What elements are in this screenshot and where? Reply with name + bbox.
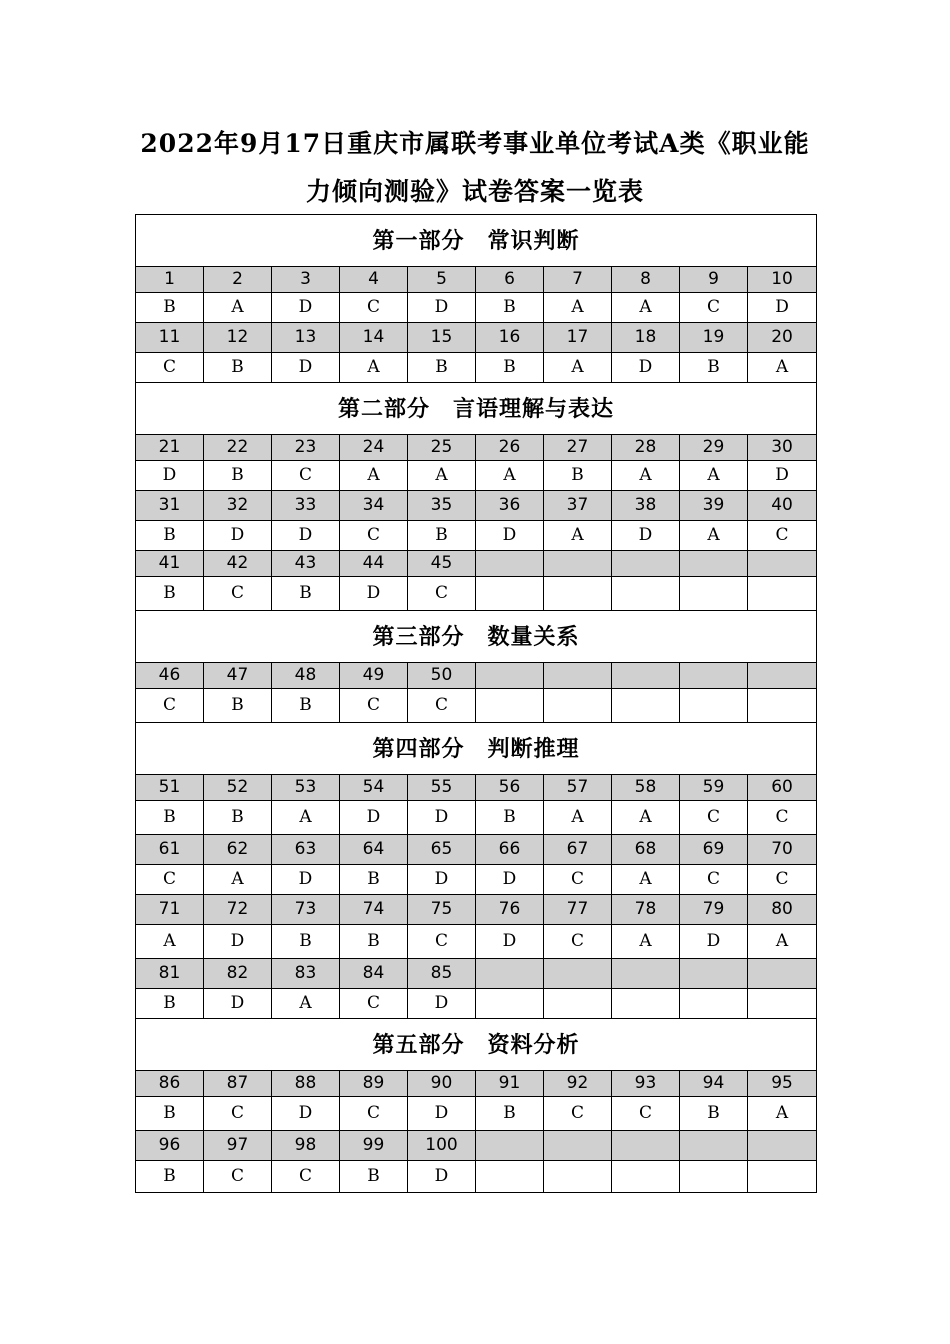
question-number-cell: 8: [612, 267, 680, 293]
answer-row: [136, 1097, 817, 1131]
question-number-cell: 12: [204, 323, 272, 353]
question-number-cell: 23: [272, 435, 340, 461]
question-number-cell: 50: [408, 663, 476, 689]
answer-cell: B: [680, 1097, 748, 1131]
answer-cell: [476, 989, 544, 1019]
question-number-cell: 31: [136, 491, 204, 521]
answer-cell: B: [204, 353, 272, 383]
answer-row: [136, 293, 817, 323]
question-number-cell: 39: [680, 491, 748, 521]
answer-cell: C: [204, 577, 272, 611]
question-number-cell: [680, 551, 748, 577]
answer-cell: C: [340, 689, 408, 723]
answer-cell: C: [408, 925, 476, 959]
answer-cell: A: [612, 925, 680, 959]
question-number-cell: 68: [612, 835, 680, 865]
answer-cell: [476, 577, 544, 611]
answer-cell: C: [680, 801, 748, 835]
answer-cell: A: [612, 865, 680, 895]
section-heading: 第二部分 言语理解与表达: [136, 383, 817, 435]
question-number-cell: [748, 551, 817, 577]
answer-cell: [748, 689, 817, 723]
question-number-cell: 32: [204, 491, 272, 521]
answer-cell: A: [612, 293, 680, 323]
question-number-cell: 15: [408, 323, 476, 353]
question-number-cell: 49: [340, 663, 408, 689]
answer-cell: B: [136, 521, 204, 551]
answer-cell: [612, 1161, 680, 1193]
question-number-cell: 64: [340, 835, 408, 865]
question-number-cell: 20: [748, 323, 817, 353]
page-title-line-2: 力倾向测验》试卷答案一览表: [305, 177, 644, 206]
answer-row: [136, 989, 817, 1019]
answer-cell: A: [408, 461, 476, 491]
question-number-cell: 2: [204, 267, 272, 293]
answer-cell: A: [272, 801, 340, 835]
question-number-cell: [680, 663, 748, 689]
question-number-cell: 75: [408, 895, 476, 925]
answer-cell: C: [544, 865, 612, 895]
question-number-cell: 54: [340, 775, 408, 801]
answer-row: [136, 577, 817, 611]
answer-cell: D: [204, 925, 272, 959]
question-number-cell: 76: [476, 895, 544, 925]
section-heading: 第三部分 数量关系: [136, 611, 817, 663]
answer-cell: D: [136, 461, 204, 491]
question-number-cell: [612, 959, 680, 989]
question-number-cell: 40: [748, 491, 817, 521]
answer-cell: A: [748, 925, 817, 959]
question-number-cell: [748, 663, 817, 689]
answer-cell: [544, 577, 612, 611]
answer-cell: A: [544, 353, 612, 383]
question-number-cell: 69: [680, 835, 748, 865]
question-number-row: [136, 663, 817, 689]
answer-cell: A: [340, 353, 408, 383]
answer-cell: C: [272, 1161, 340, 1193]
question-number-cell: 73: [272, 895, 340, 925]
answer-cell: D: [204, 989, 272, 1019]
answer-cell: A: [544, 801, 612, 835]
question-number-cell: 5: [408, 267, 476, 293]
question-number-cell: 9: [680, 267, 748, 293]
answer-cell: C: [748, 521, 817, 551]
answer-cell: A: [544, 521, 612, 551]
question-number-cell: 41: [136, 551, 204, 577]
answer-cell: B: [680, 353, 748, 383]
answer-row: [136, 521, 817, 551]
answer-row: [136, 353, 817, 383]
answer-cell: B: [272, 689, 340, 723]
answer-cell: A: [136, 925, 204, 959]
question-number-cell: [476, 1131, 544, 1161]
answer-cell: C: [340, 521, 408, 551]
question-number-row: [136, 551, 817, 577]
answer-cell: B: [476, 1097, 544, 1131]
answer-cell: [680, 989, 748, 1019]
question-number-cell: 29: [680, 435, 748, 461]
question-number-cell: 7: [544, 267, 612, 293]
question-number-cell: 59: [680, 775, 748, 801]
question-number-cell: 74: [340, 895, 408, 925]
answer-cell: D: [748, 461, 817, 491]
question-number-cell: 65: [408, 835, 476, 865]
question-number-cell: 51: [136, 775, 204, 801]
answer-cell: D: [272, 293, 340, 323]
page-title-line-1: 2022年9月17日重庆市属联考事业单位考试A类《职业能: [140, 129, 810, 158]
answer-cell: B: [544, 461, 612, 491]
answer-cell: B: [204, 689, 272, 723]
question-number-cell: 85: [408, 959, 476, 989]
answer-cell: C: [272, 461, 340, 491]
answer-table: [135, 214, 817, 1193]
answer-cell: [612, 689, 680, 723]
question-number-cell: 79: [680, 895, 748, 925]
question-number-cell: 71: [136, 895, 204, 925]
section-heading: 第五部分 资料分析: [136, 1019, 817, 1071]
question-number-cell: 80: [748, 895, 817, 925]
question-number-cell: [476, 551, 544, 577]
answer-cell: D: [408, 1097, 476, 1131]
answer-cell: D: [680, 925, 748, 959]
question-number-cell: 98: [272, 1131, 340, 1161]
answer-cell: C: [204, 1161, 272, 1193]
section-heading: 第四部分 判断推理: [136, 723, 817, 775]
question-number-cell: 57: [544, 775, 612, 801]
answer-cell: C: [340, 1097, 408, 1131]
question-number-cell: 46: [136, 663, 204, 689]
answer-cell: B: [204, 801, 272, 835]
answer-cell: A: [476, 461, 544, 491]
answer-cell: A: [340, 461, 408, 491]
answer-cell: D: [476, 521, 544, 551]
answer-row: [136, 925, 817, 959]
question-number-cell: [476, 663, 544, 689]
question-number-cell: 25: [408, 435, 476, 461]
question-number-cell: 86: [136, 1071, 204, 1097]
question-number-cell: 52: [204, 775, 272, 801]
question-number-cell: 30: [748, 435, 817, 461]
question-number-cell: 83: [272, 959, 340, 989]
answer-row: [136, 801, 817, 835]
question-number-cell: 10: [748, 267, 817, 293]
question-number-cell: 22: [204, 435, 272, 461]
question-number-cell: [680, 959, 748, 989]
question-number-row: [136, 267, 817, 293]
question-number-cell: 70: [748, 835, 817, 865]
answer-cell: D: [612, 521, 680, 551]
question-number-cell: 47: [204, 663, 272, 689]
question-number-cell: [612, 1131, 680, 1161]
question-number-row: [136, 959, 817, 989]
answer-cell: D: [272, 521, 340, 551]
question-number-cell: 81: [136, 959, 204, 989]
answer-cell: C: [136, 689, 204, 723]
answer-table-body: [136, 215, 817, 1193]
answer-cell: [612, 989, 680, 1019]
question-number-cell: 26: [476, 435, 544, 461]
question-number-cell: [544, 551, 612, 577]
answer-cell: B: [340, 865, 408, 895]
answer-cell: A: [680, 521, 748, 551]
question-number-cell: 45: [408, 551, 476, 577]
question-number-row: [136, 775, 817, 801]
question-number-cell: 1: [136, 267, 204, 293]
answer-cell: C: [612, 1097, 680, 1131]
section-heading-row: [136, 383, 817, 435]
answer-cell: A: [544, 293, 612, 323]
answer-cell: [612, 577, 680, 611]
answer-cell: A: [748, 353, 817, 383]
answer-cell: B: [272, 925, 340, 959]
answer-cell: [748, 1161, 817, 1193]
answer-cell: [544, 989, 612, 1019]
answer-cell: D: [748, 293, 817, 323]
answer-cell: D: [476, 925, 544, 959]
answer-cell: B: [272, 577, 340, 611]
question-number-cell: 11: [136, 323, 204, 353]
question-number-cell: 19: [680, 323, 748, 353]
question-number-cell: [612, 551, 680, 577]
question-number-cell: 28: [612, 435, 680, 461]
answer-cell: D: [340, 801, 408, 835]
question-number-cell: 37: [544, 491, 612, 521]
question-number-cell: 100: [408, 1131, 476, 1161]
question-number-cell: 58: [612, 775, 680, 801]
answer-cell: B: [476, 293, 544, 323]
answer-row: [136, 689, 817, 723]
section-heading: 第一部分 常识判断: [136, 215, 817, 267]
answer-cell: B: [136, 801, 204, 835]
question-number-cell: [748, 1131, 817, 1161]
answer-cell: C: [544, 925, 612, 959]
section-heading-row: [136, 215, 817, 267]
question-number-cell: [476, 959, 544, 989]
answer-cell: D: [204, 521, 272, 551]
answer-cell: D: [408, 989, 476, 1019]
question-number-cell: 16: [476, 323, 544, 353]
question-number-cell: 53: [272, 775, 340, 801]
question-number-cell: 24: [340, 435, 408, 461]
answer-cell: A: [680, 461, 748, 491]
question-number-cell: 91: [476, 1071, 544, 1097]
answer-cell: [544, 689, 612, 723]
answer-cell: D: [408, 1161, 476, 1193]
answer-cell: A: [272, 989, 340, 1019]
answer-cell: B: [136, 1161, 204, 1193]
answer-cell: [680, 577, 748, 611]
question-number-cell: [680, 1131, 748, 1161]
question-number-cell: 93: [612, 1071, 680, 1097]
question-number-cell: 36: [476, 491, 544, 521]
question-number-cell: 42: [204, 551, 272, 577]
question-number-row: [136, 435, 817, 461]
question-number-cell: 88: [272, 1071, 340, 1097]
answer-cell: B: [136, 293, 204, 323]
question-number-row: [136, 1131, 817, 1161]
answer-cell: B: [340, 1161, 408, 1193]
answer-cell: [680, 689, 748, 723]
answer-cell: B: [136, 989, 204, 1019]
question-number-cell: 66: [476, 835, 544, 865]
question-number-cell: 60: [748, 775, 817, 801]
answer-cell: B: [476, 801, 544, 835]
answer-cell: D: [340, 577, 408, 611]
answer-cell: [680, 1161, 748, 1193]
question-number-cell: 61: [136, 835, 204, 865]
question-number-cell: 35: [408, 491, 476, 521]
question-number-cell: 27: [544, 435, 612, 461]
answer-cell: C: [408, 577, 476, 611]
answer-row: [136, 1161, 817, 1193]
answer-cell: C: [136, 865, 204, 895]
answer-cell: A: [612, 461, 680, 491]
question-number-cell: 14: [340, 323, 408, 353]
question-number-cell: 99: [340, 1131, 408, 1161]
answer-cell: C: [408, 689, 476, 723]
answer-cell: D: [408, 293, 476, 323]
question-number-row: [136, 835, 817, 865]
question-number-cell: 89: [340, 1071, 408, 1097]
answer-cell: [748, 577, 817, 611]
question-number-cell: 92: [544, 1071, 612, 1097]
question-number-cell: 17: [544, 323, 612, 353]
question-number-cell: 34: [340, 491, 408, 521]
question-number-cell: [612, 663, 680, 689]
answer-cell: C: [680, 865, 748, 895]
answer-cell: [476, 689, 544, 723]
question-number-cell: 6: [476, 267, 544, 293]
question-number-cell: 56: [476, 775, 544, 801]
answer-cell: C: [748, 801, 817, 835]
section-heading-row: [136, 723, 817, 775]
answer-row: [136, 865, 817, 895]
question-number-cell: [544, 663, 612, 689]
question-number-cell: 95: [748, 1071, 817, 1097]
question-number-cell: 84: [340, 959, 408, 989]
question-number-cell: 67: [544, 835, 612, 865]
question-number-cell: [544, 1131, 612, 1161]
answer-cell: C: [680, 293, 748, 323]
answer-cell: B: [204, 461, 272, 491]
answer-cell: D: [408, 801, 476, 835]
answer-cell: C: [748, 865, 817, 895]
question-number-cell: 4: [340, 267, 408, 293]
question-number-cell: 63: [272, 835, 340, 865]
question-number-cell: 94: [680, 1071, 748, 1097]
answer-cell: A: [748, 1097, 817, 1131]
answer-row: [136, 461, 817, 491]
question-number-cell: 13: [272, 323, 340, 353]
section-heading-row: [136, 1019, 817, 1071]
answer-cell: B: [408, 521, 476, 551]
question-number-cell: 62: [204, 835, 272, 865]
answer-cell: [748, 989, 817, 1019]
question-number-cell: 77: [544, 895, 612, 925]
question-number-cell: 72: [204, 895, 272, 925]
answer-cell: D: [272, 353, 340, 383]
section-heading-row: [136, 611, 817, 663]
question-number-cell: 97: [204, 1131, 272, 1161]
answer-cell: [544, 1161, 612, 1193]
question-number-cell: 78: [612, 895, 680, 925]
question-number-row: [136, 1071, 817, 1097]
answer-cell: B: [136, 577, 204, 611]
answer-cell: D: [272, 1097, 340, 1131]
answer-cell: C: [136, 353, 204, 383]
answer-cell: C: [544, 1097, 612, 1131]
question-number-cell: 55: [408, 775, 476, 801]
answer-cell: C: [340, 989, 408, 1019]
answer-cell: B: [340, 925, 408, 959]
question-number-cell: 3: [272, 267, 340, 293]
question-number-cell: 82: [204, 959, 272, 989]
question-number-cell: 18: [612, 323, 680, 353]
answer-cell: C: [340, 293, 408, 323]
answer-cell: A: [204, 293, 272, 323]
answer-cell: A: [204, 865, 272, 895]
question-number-cell: 48: [272, 663, 340, 689]
question-number-cell: [544, 959, 612, 989]
answer-cell: A: [612, 801, 680, 835]
answer-cell: B: [408, 353, 476, 383]
question-number-row: [136, 895, 817, 925]
question-number-row: [136, 491, 817, 521]
answer-cell: D: [272, 865, 340, 895]
answer-cell: D: [408, 865, 476, 895]
question-number-cell: 90: [408, 1071, 476, 1097]
question-number-row: [136, 323, 817, 353]
answer-cell: C: [204, 1097, 272, 1131]
question-number-cell: 96: [136, 1131, 204, 1161]
answer-cell: B: [476, 353, 544, 383]
question-number-cell: 43: [272, 551, 340, 577]
question-number-cell: 87: [204, 1071, 272, 1097]
answer-cell: B: [136, 1097, 204, 1131]
question-number-cell: 44: [340, 551, 408, 577]
question-number-cell: 21: [136, 435, 204, 461]
answer-cell: [476, 1161, 544, 1193]
answer-cell: D: [612, 353, 680, 383]
question-number-cell: [748, 959, 817, 989]
question-number-cell: 33: [272, 491, 340, 521]
answer-cell: D: [476, 865, 544, 895]
question-number-cell: 38: [612, 491, 680, 521]
